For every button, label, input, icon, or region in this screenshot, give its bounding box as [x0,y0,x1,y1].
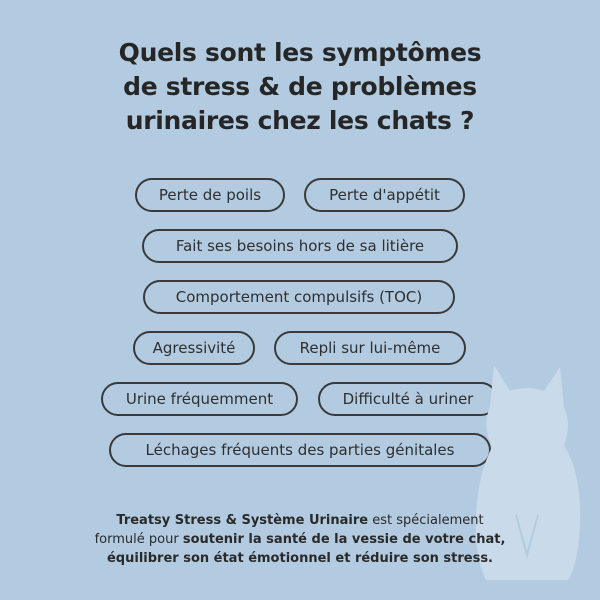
symptom-pill: Difficulté à uriner [318,382,498,416]
symptom-pill: Agressivité [133,331,255,365]
title-line-3: urinaires chez les chats ? [125,106,475,135]
brand-name: Treatsy Stress & Système Urinaire [116,513,369,528]
symptom-pill: Léchages fréquents des parties génitales [109,433,491,467]
footer-bold-1: soutenir la santé de la vessie de votre chat, [182,532,506,547]
symptom-pill: Perte de poils [135,178,285,212]
symptom-pill: Perte d'appétit [304,178,465,212]
title-line-2: de stress & de problèmes [123,72,477,101]
footer-text-1: est spécialement [368,513,484,528]
symptom-pill: Fait ses besoins hors de sa litière [142,229,458,263]
page-title [0,36,600,138]
footer-text-2: formulé pour [94,532,183,547]
symptom-pill: Comportement compulsifs (TOC) [143,280,455,314]
footer-bold-2: équilibrer son état émotionnel et réduire son stress. [106,551,493,566]
symptom-pill: Urine fréquemment [101,382,298,416]
title-line-1: Quels sont les symptômes [118,38,482,67]
symptom-pill: Repli sur lui-même [274,331,466,365]
footer-description [60,511,540,568]
